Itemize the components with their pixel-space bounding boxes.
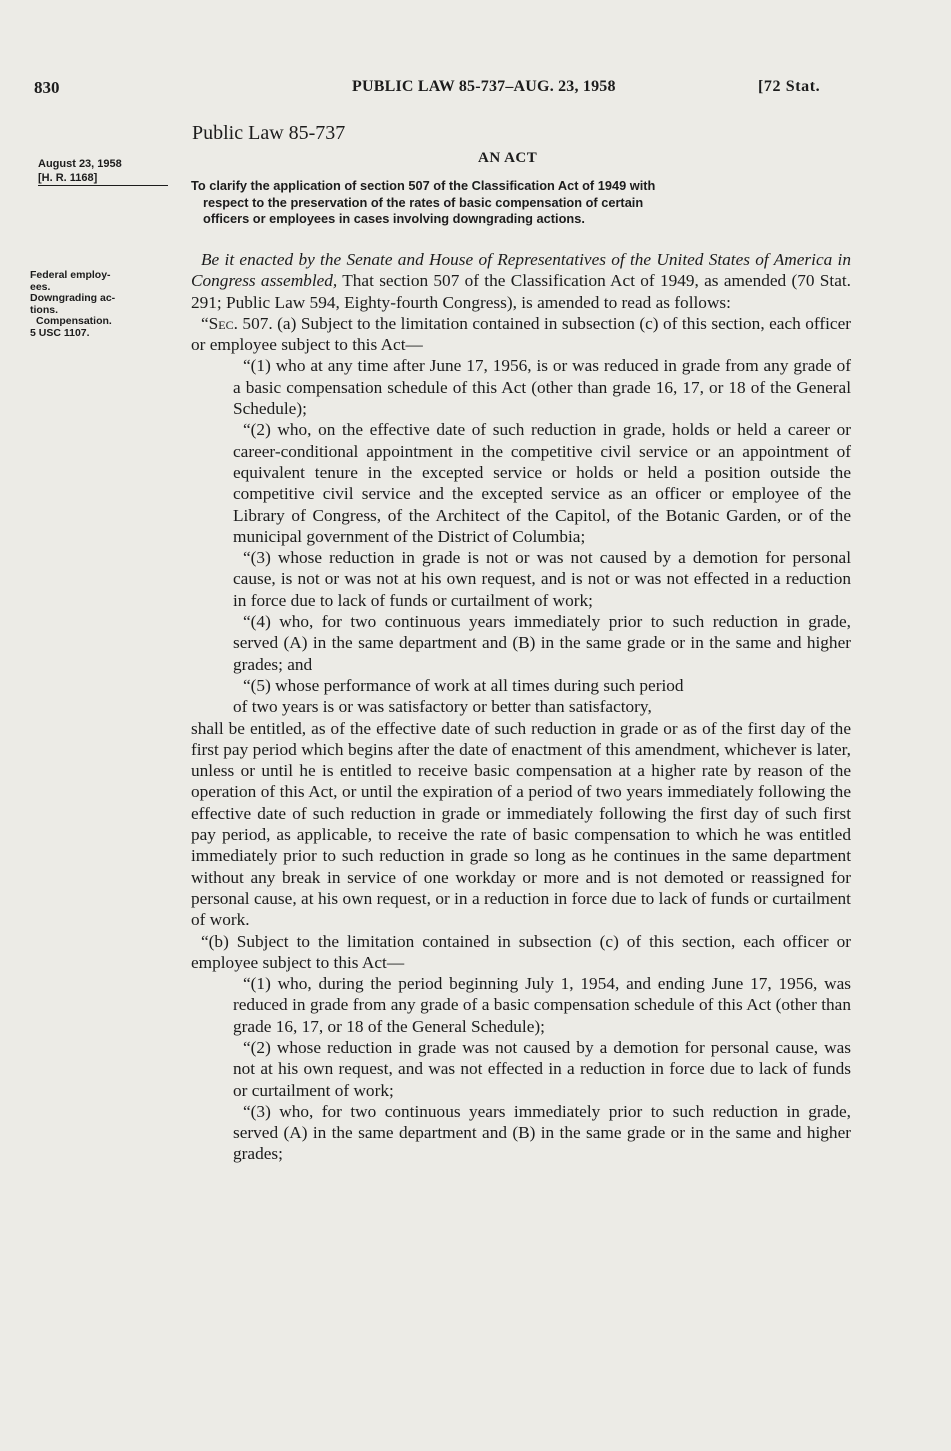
sec-text: 507. (a) Subject to the limitation contained in subsection (c) of this section, each officer or employee subject to this Act— [191,313,851,355]
margin-note: Downgrading ac- [30,292,116,304]
stat-reference: [72 Stat. [758,78,821,95]
paragraph-a2: “(2) who, on the effective date of such reduction in grade, holds or held a career or career-conditional appointment in the competitive civil service or an appointment of equivalent tenure in the excepted service or holds or held a position outside the competitive civil service and the excepted service as an officer or employee of the Library of Congress, of the Architect of the Capitol, of the Botanic Garden, or of the municipal government of the District of Columbia; [233,420,851,546]
sidebar-date-block [38,158,178,186]
act-title: AN ACT [478,150,538,166]
page-number: 830 [34,78,60,97]
margin-notes [30,270,180,339]
margin-note: tions. [30,303,58,316]
purpose-line: respect to the preservation of the rates of basic compensation of certain [203,194,644,210]
paragraph-a-conclusion: shall be entitled, as of the effective date of such reduction in grade or as of the first day of the first pay period which begins after the date of enactment of this amendment, whichever is later, unless or until he is entitled to receive basic compensation at a higher rate by reason of the operation of this Act, or until the expiration of a period of two years immediately following the effective date of such reduction in grade or immediately following the first day of such first pay period, as applicable, to receive the rate of basic compensation to which he was entitled immediately prior to such reduction in grade so long as he continues in the same department without any break in service of one workday or more and is not demoted or reassigned for personal cause, at his own request, or in a reduction in force due to lack of funds or curtailment of work. [191,718,851,930]
section-507-a-intro [191,313,851,356]
sidebar-date: August 23, 1958 [38,158,122,170]
sidebar-bill: [H. R. 1168] [38,172,168,186]
act-purpose [191,178,851,228]
paragraph-b2: “(2) whose reduction in grade was not caused by a demotion for personal cause, was not at his own request, and was not effected in a reduction in force due to lack of funds or curtailment of work; [233,1037,851,1100]
sec-label: “Sec. [201,313,238,333]
margin-note: Federal employ- [30,269,111,281]
paragraph-a4: “(4) who, for two continuous years immediately prior to such reduction in grade, served (A) in the same department and (B) in the same grade or in the same and higher grades; and [233,612,851,674]
enacting-rest: That section 507 of the Classification Act of 1949, as amended (70 Stat. 291; Public Law 594, Eighty-fourth Congress), is amended to read as follows: [191,271,852,312]
paragraph-a5-second: of two years is or was satisfactory or better than satisfactory, [233,697,652,717]
purpose-line: To clarify the application of section 507 of the Classification Act of 1949 with [191,178,656,193]
enacting-clause [191,249,851,313]
statute-body [191,249,851,1165]
margin-note: Compensation. [36,315,112,327]
enacting-italic: Be it enacted by the Senate and House of Representatives of the United States of America in Congress assembled, [191,250,851,291]
running-head: PUBLIC LAW 85-737–AUG. 23, 1958 [352,78,616,95]
paragraph-a1: “(1) who at any time after June 17, 1956, is or was reduced in grade from any grade of a basic compensation schedule of this Act (other than grade 16, 17, or 18 of the General Schedule); [233,356,851,419]
law-heading: Public Law 85-737 [192,122,346,144]
subsection-b-intro: “(b) Subject to the limitation contained in subsection (c) of this section, each officer or employee subject to this Act— [191,931,851,972]
margin-note: ees. [30,280,51,293]
paragraph-b1: “(1) who, during the period beginning July 1, 1954, and ending June 17, 1956, was reduced in grade from any grade of a basic compensation schedule of this Act (other than grade 16, 17, or 18 of the General Schedule); [233,974,851,1036]
purpose-line: officers or employees in cases involving downgrading actions. [203,211,585,226]
paragraph-a5-first: “(5) whose performance of work at all times during such period [243,675,684,695]
margin-note: 5 USC 1107. [30,326,90,339]
paragraph-b3: “(3) who, for two continuous years immediately prior to such reduction in grade, served (A) in the same department and (B) in the same grade or in the same and higher grades; [233,1101,851,1164]
paragraph-a3: “(3) whose reduction in grade is not or was not caused by a demotion for personal cause, is not or was not at his own request, and is not or was not effected in a reduction in force due to lack of funds or curtailment of work; [233,548,851,610]
